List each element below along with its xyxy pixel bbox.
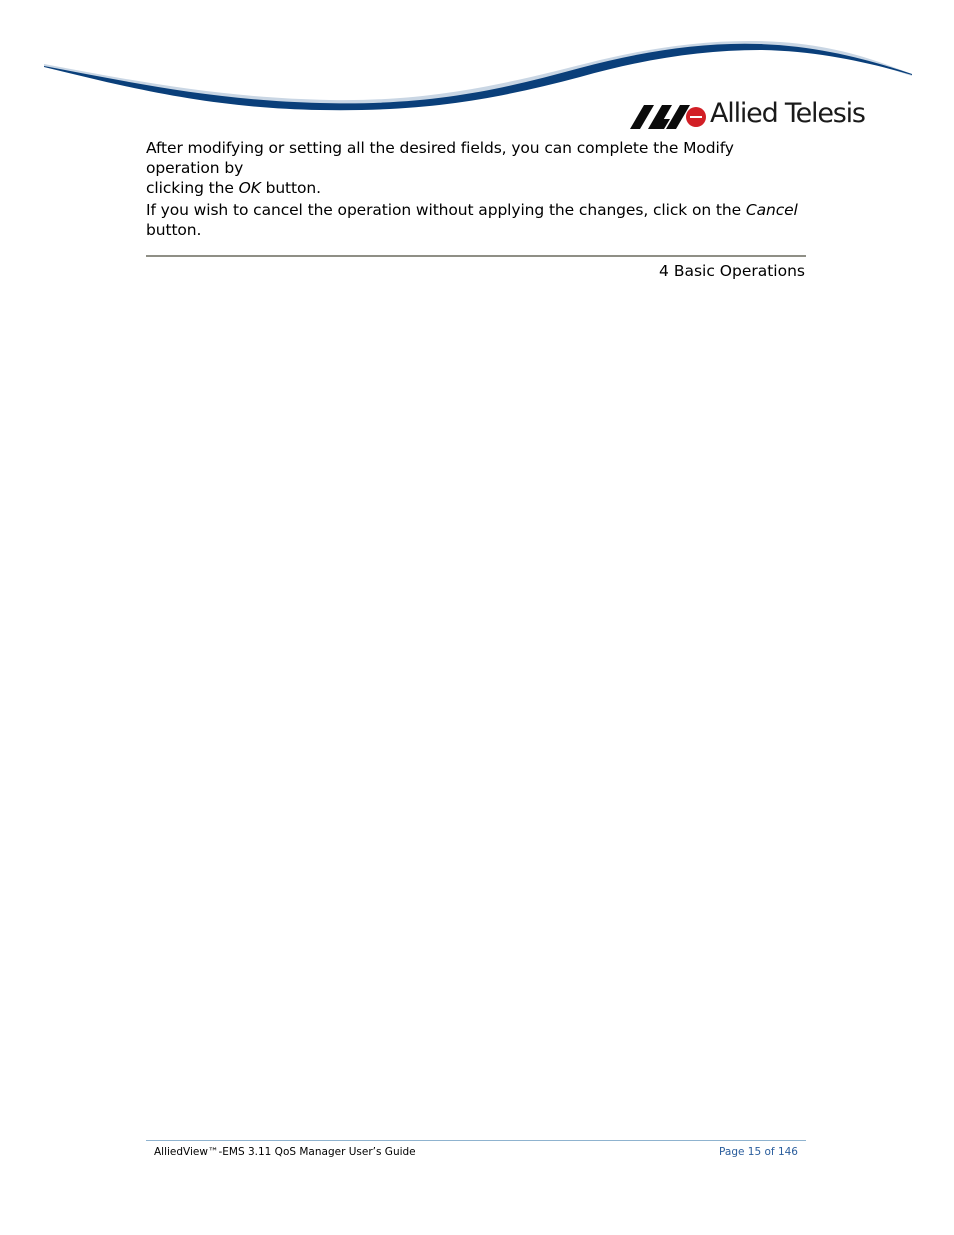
cancel-button-reference: Cancel	[745, 201, 798, 219]
paragraph-text: If you wish to cancel the operation without applying the changes, click on the	[146, 201, 746, 219]
section-divider	[146, 255, 806, 257]
paragraph-cancel	[146, 200, 806, 240]
company-logo	[630, 100, 870, 134]
paragraph-text: button.	[146, 221, 202, 239]
paragraph-text: button.	[260, 179, 321, 197]
paragraph-text: After modifying or setting all the desired fields, you can complete the Modify operation by	[146, 139, 734, 177]
footer-divider	[146, 1140, 806, 1141]
paragraph-modify-ok	[146, 138, 806, 198]
allied-telesis-mark-icon	[630, 105, 708, 129]
logo-wordmark: Allied Telesis	[710, 98, 865, 129]
footer-page-number: Page 15 of 146	[719, 1146, 798, 1158]
footer-document-title: AlliedView™-EMS 3.11 QoS Manager User’s Guide	[154, 1146, 416, 1158]
paragraph-text: clicking the	[146, 179, 239, 197]
section-label: 4 Basic Operations	[659, 262, 805, 280]
ok-button-reference: OK	[238, 179, 261, 197]
